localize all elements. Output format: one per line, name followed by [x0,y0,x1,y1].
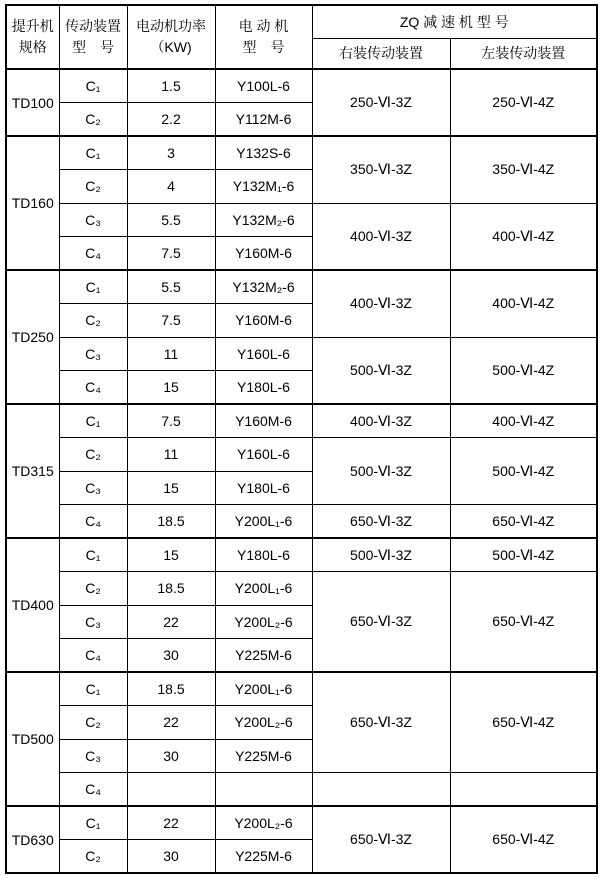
power-cell: 5.5 [127,270,215,304]
table-row [6,136,597,170]
motor-model-cell: Y132M₂-6 [215,203,312,237]
zq-left-cell: 400-Ⅵ-4Z [450,203,597,270]
header-hoist-spec [6,5,59,69]
drive-model-cell: C₄ [59,371,127,405]
power-cell: 15 [127,538,215,572]
drive-model-cell: C₁ [59,672,127,706]
drive-model-cell: C₁ [59,270,127,304]
drive-model-cell: C₂ [59,840,127,874]
zq-right-cell: 650-Ⅵ-3Z [312,505,450,539]
drive-model-cell: C₂ [59,170,127,204]
motor-model-cell: Y180L-6 [215,471,312,505]
drive-model-cell: C₁ [59,69,127,103]
power-cell: 2.2 [127,103,215,137]
header-power-line2: （KW) [150,39,192,55]
zq-right-cell: 400-Ⅵ-3Z [312,203,450,270]
drive-model-cell: C₁ [59,806,127,840]
power-cell [127,773,215,807]
motor-model-cell: Y200L₁-6 [215,672,312,706]
power-cell: 18.5 [127,572,215,606]
drive-model-cell: C₃ [59,337,127,371]
header-motor-model [215,5,312,69]
drive-model-cell: C₂ [59,438,127,472]
hoist-spec-table [5,4,598,874]
zq-right-cell: 500-Ⅵ-3Z [312,538,450,572]
motor-model-cell: Y225M-6 [215,739,312,773]
zq-left-cell: 500-Ⅵ-4Z [450,337,597,404]
hoist-model-cell: TD100 [6,69,59,136]
table-row [6,337,597,371]
motor-model-cell: Y160L-6 [215,438,312,472]
power-cell: 22 [127,806,215,840]
header-hoist-line1: 提升机 [11,18,54,34]
drive-model-cell: C₂ [59,103,127,137]
drive-model-cell: C₂ [59,572,127,606]
zq-left-cell: 400-Ⅵ-4Z [450,404,597,438]
table-header [6,5,597,69]
header-power-line1: 电动机功率 [136,18,206,34]
motor-model-cell: Y200L₁-6 [215,505,312,539]
header-zq-reducer: ZQ 减 速 机 型 号 [312,5,597,38]
zq-left-cell: 350-Ⅵ-4Z [450,136,597,203]
header-motor-power [127,5,215,69]
hoist-model-cell: TD250 [6,270,59,404]
power-cell: 7.5 [127,237,215,271]
hoist-model-cell: TD315 [6,404,59,538]
table-row [6,203,597,237]
power-cell: 7.5 [127,404,215,438]
power-cell: 30 [127,639,215,673]
table-row [6,806,597,840]
zq-right-cell: 400-Ⅵ-3Z [312,404,450,438]
drive-model-cell: C₃ [59,203,127,237]
drive-model-cell: C₂ [59,304,127,338]
power-cell: 4 [127,170,215,204]
header-drive-line1: 传动装置 [65,18,121,34]
table-row [6,672,597,706]
table-row [6,773,597,807]
zq-right-cell [312,773,450,807]
power-cell: 18.5 [127,672,215,706]
header-drive-model [59,5,127,69]
table-row [6,404,597,438]
zq-left-cell: 500-Ⅵ-4Z [450,538,597,572]
motor-model-cell: Y160M-6 [215,237,312,271]
zq-left-cell: 250-Ⅵ-4Z [450,69,597,136]
drive-model-cell: C₃ [59,471,127,505]
hoist-model-cell: TD400 [6,538,59,672]
header-row-1 [6,5,597,38]
zq-right-cell: 650-Ⅵ-3Z [312,806,450,873]
power-cell: 30 [127,840,215,874]
header-zq-right-mount: 右装传动装置 [312,38,450,69]
zq-left-cell: 500-Ⅵ-4Z [450,438,597,505]
drive-model-cell: C₁ [59,136,127,170]
zq-right-cell: 250-Ⅵ-3Z [312,69,450,136]
header-zq-left-mount: 左装传动装置 [450,38,597,69]
table-row [6,69,597,103]
zq-right-cell: 350-Ⅵ-3Z [312,136,450,203]
power-cell: 18.5 [127,505,215,539]
zq-right-cell: 500-Ⅵ-3Z [312,337,450,404]
drive-model-cell: C₄ [59,773,127,807]
table-body [6,69,597,873]
power-cell: 22 [127,706,215,740]
drive-model-cell: C₃ [59,605,127,639]
motor-model-cell: Y225M-6 [215,639,312,673]
drive-model-cell: C₄ [59,505,127,539]
drive-model-cell: C₁ [59,404,127,438]
hoist-model-cell: TD160 [6,136,59,270]
zq-left-cell [450,773,597,807]
power-cell: 3 [127,136,215,170]
table-row [6,270,597,304]
drive-model-cell: C₂ [59,706,127,740]
hoist-model-cell: TD630 [6,806,59,873]
table-row [6,438,597,472]
header-drive-line2: 型 号 [72,39,114,55]
motor-model-cell: Y200L₂-6 [215,706,312,740]
drive-model-cell: C₄ [59,237,127,271]
motor-model-cell: Y132M₁-6 [215,170,312,204]
table-row [6,505,597,539]
header-motor-line1: 电 动 机 [238,18,289,34]
table-row [6,538,597,572]
drive-model-cell: C₃ [59,739,127,773]
power-cell: 11 [127,337,215,371]
motor-model-cell: Y180L-6 [215,538,312,572]
power-cell: 15 [127,371,215,405]
zq-right-cell: 650-Ⅵ-3Z [312,672,450,773]
power-cell: 11 [127,438,215,472]
header-motor-line2: 型 号 [242,39,285,55]
power-cell: 7.5 [127,304,215,338]
power-cell: 5.5 [127,203,215,237]
zq-right-cell: 650-Ⅵ-3Z [312,572,450,673]
motor-model-cell: Y200L₂-6 [215,806,312,840]
motor-model-cell: Y160M-6 [215,404,312,438]
motor-model-cell [215,773,312,807]
zq-left-cell: 650-Ⅵ-4Z [450,672,597,773]
motor-model-cell: Y112M-6 [215,103,312,137]
table-row [6,572,597,606]
power-cell: 1.5 [127,69,215,103]
motor-model-cell: Y160L-6 [215,337,312,371]
motor-model-cell: Y160M-6 [215,304,312,338]
zq-right-cell: 400-Ⅵ-3Z [312,270,450,337]
zq-left-cell: 400-Ⅵ-4Z [450,270,597,337]
power-cell: 15 [127,471,215,505]
drive-model-cell: C₁ [59,538,127,572]
drive-model-cell: C₄ [59,639,127,673]
header-hoist-line2: 规格 [18,39,47,55]
power-cell: 22 [127,605,215,639]
hoist-model-cell: TD500 [6,672,59,806]
zq-right-cell: 500-Ⅵ-3Z [312,438,450,505]
zq-left-cell: 650-Ⅵ-4Z [450,572,597,673]
motor-model-cell: Y132M₂-6 [215,270,312,304]
motor-model-cell: Y225M-6 [215,840,312,874]
motor-model-cell: Y100L-6 [215,69,312,103]
motor-model-cell: Y180L-6 [215,371,312,405]
motor-model-cell: Y200L₁-6 [215,572,312,606]
power-cell: 30 [127,739,215,773]
zq-left-cell: 650-Ⅵ-4Z [450,806,597,873]
zq-left-cell: 650-Ⅵ-4Z [450,505,597,539]
motor-model-cell: Y200L₂-6 [215,605,312,639]
motor-model-cell: Y132S-6 [215,136,312,170]
